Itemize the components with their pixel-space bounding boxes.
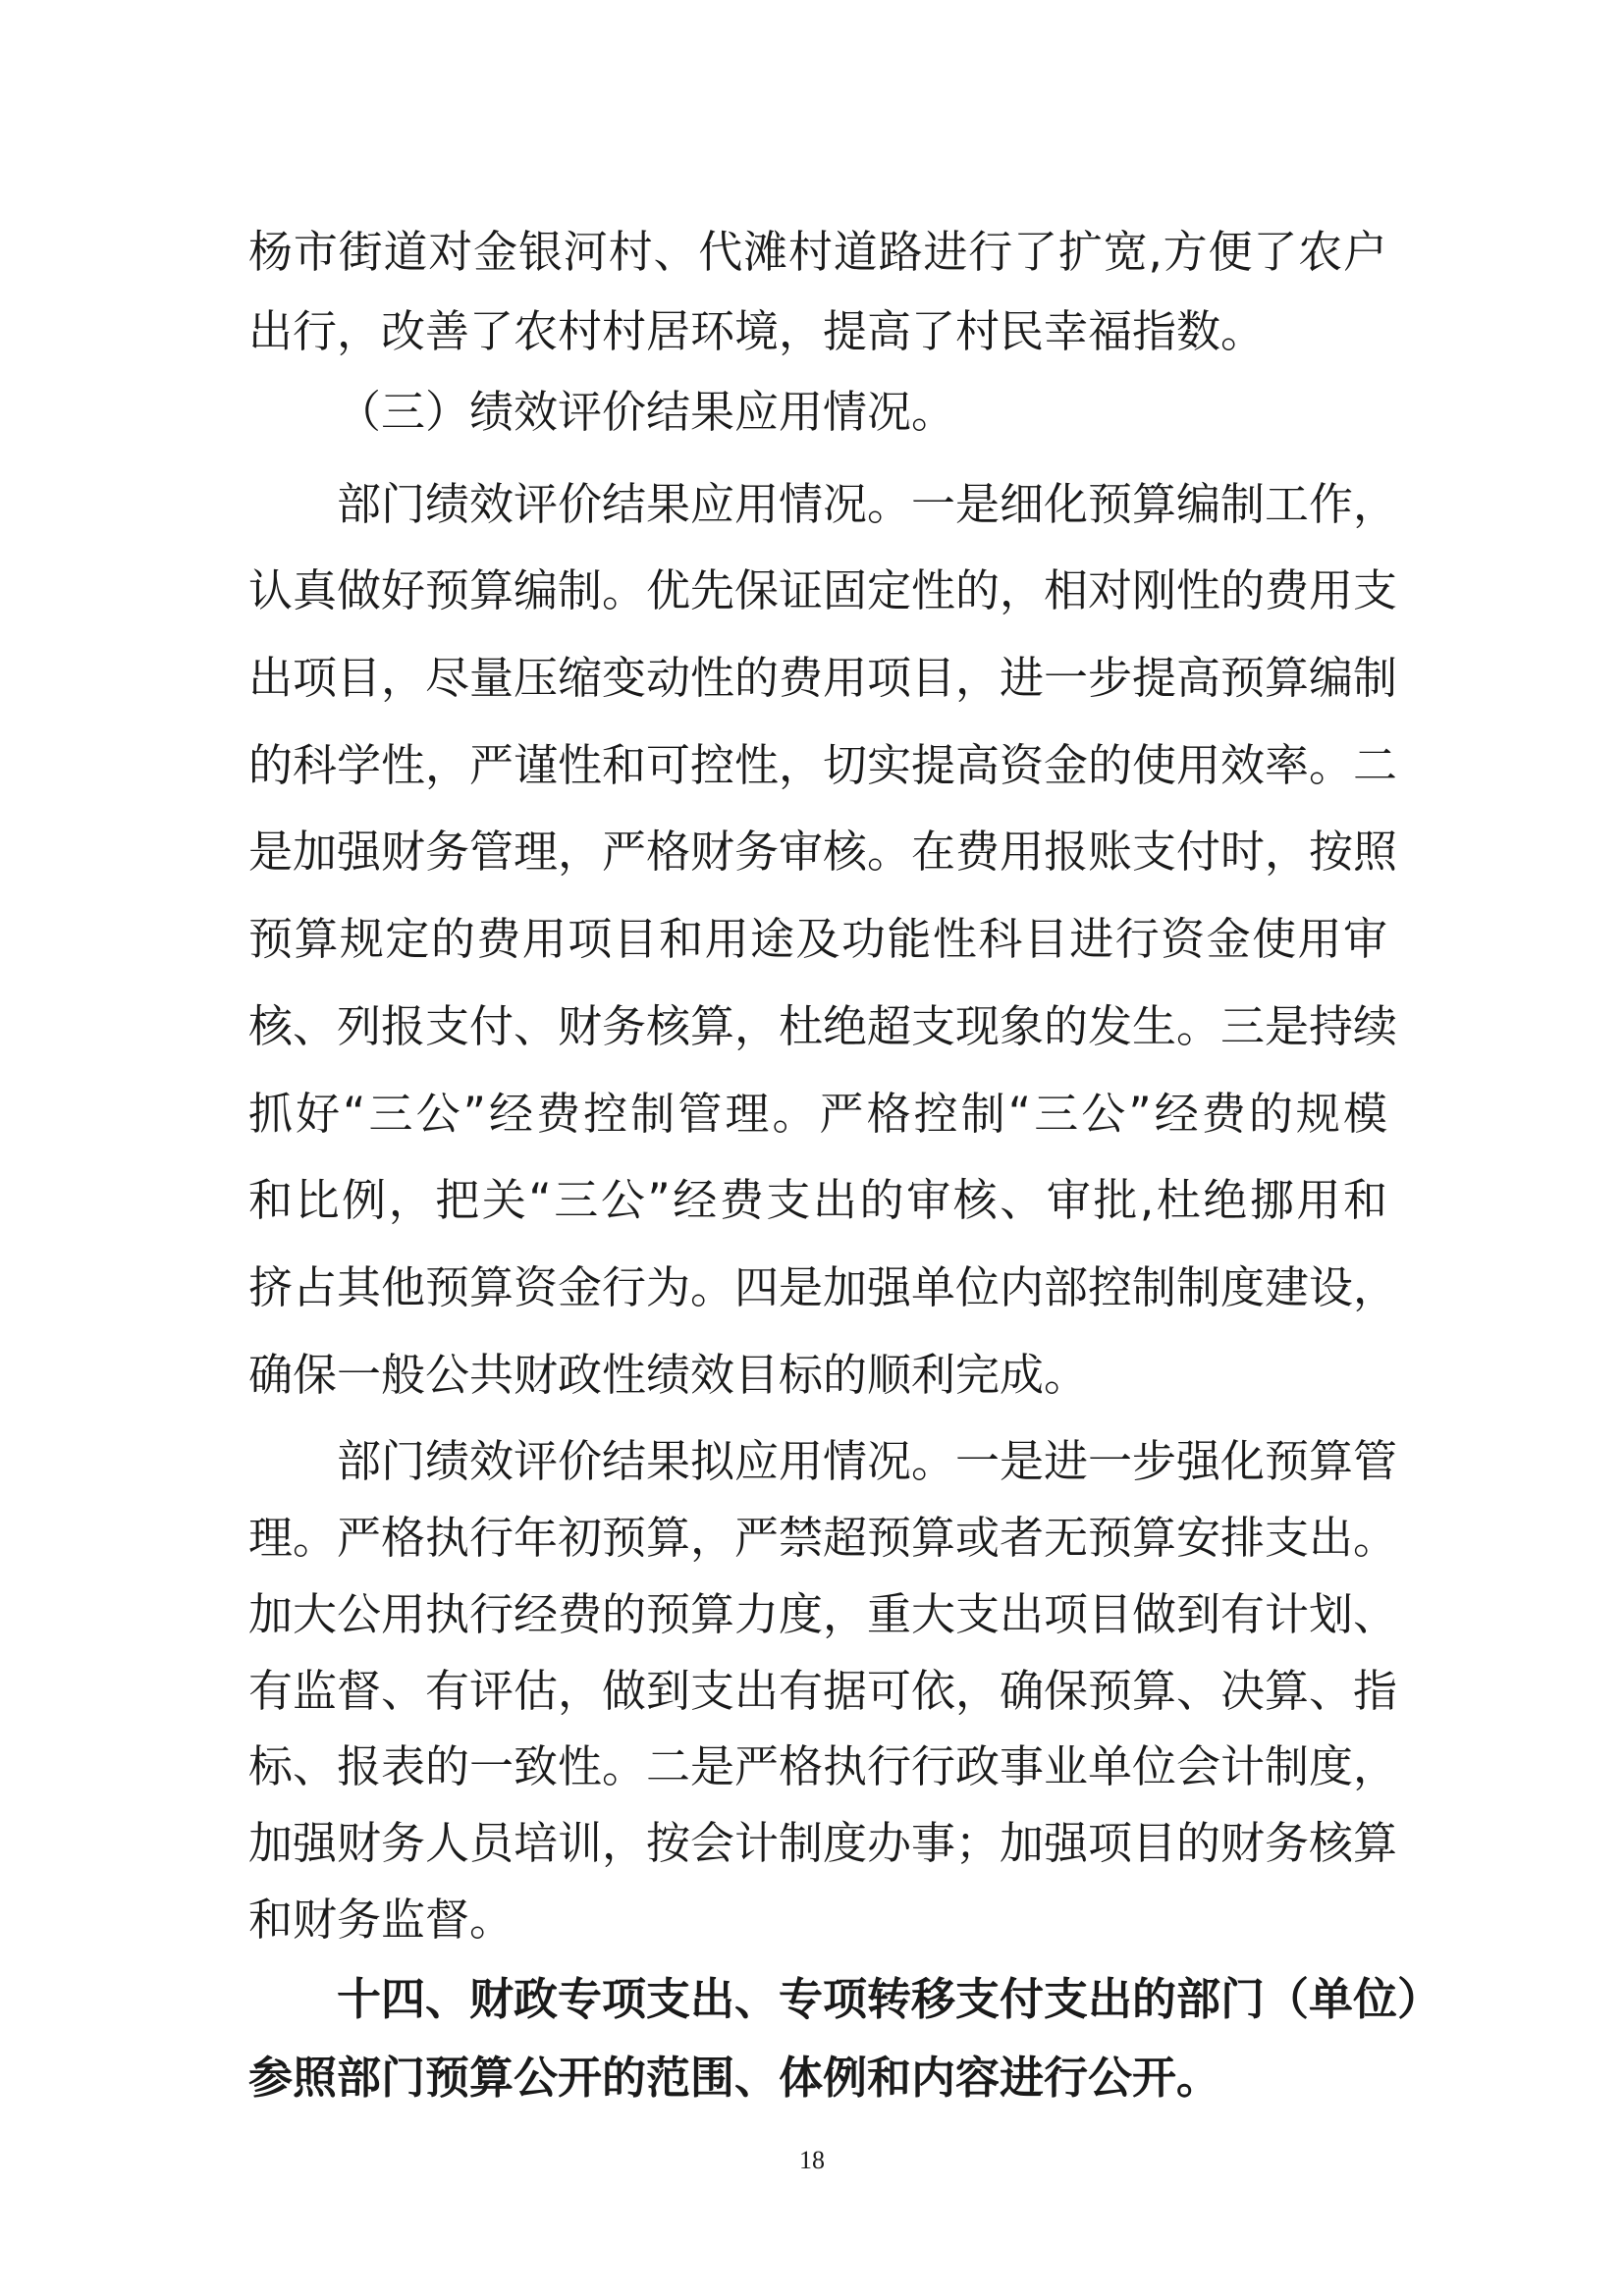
text-line: 标、报表的一致性。二是严格执行行政事业单位会计制度， [248, 1740, 1398, 1792]
section-heading: 十四、财政专项支出、专项转移支付支出的部门（单位） [337, 1973, 1442, 2025]
text-line: 杨市街道对金银河村、代滩村道路进行了扩宽,方便了农户 [248, 226, 1387, 278]
text-line: 认真做好预算编制。优先保证固定性的，相对刚性的费用支 [248, 564, 1398, 616]
text-line: 和比例，把关“三公”经费支出的审核、审批,杜绝挪用和 [248, 1174, 1387, 1226]
text-line: 抓好“三公”经费控制管理。严格控制“三公”经费的规模 [248, 1088, 1387, 1140]
text-line: 理。严格执行年初预算，严禁超预算或者无预算安排支出。 [248, 1512, 1398, 1564]
text-line: 核、列报支付、财务核算，杜绝超支现象的发生。三是持续 [248, 1000, 1398, 1052]
text-line: 加强财务人员培训，按会计制度办事；加强项目的财务核算 [248, 1817, 1398, 1869]
text-line: 的科学性，严谨性和可控性，切实提高资金的使用效率。二 [248, 739, 1398, 791]
text-line: 出项目，尽量压缩变动性的费用项目，进一步提高预算编制 [248, 652, 1398, 704]
page-number: 18 [799, 2146, 825, 2174]
text-line: 和财务监督。 [248, 1894, 514, 1946]
section-heading: 参照部门预算公开的范围、体例和内容进行公开。 [248, 2052, 1221, 2104]
text-line: 部门绩效评价结果拟应用情况。一是进一步强化预算管 [337, 1435, 1398, 1487]
text-line: 加大公用执行经费的预算力度，重大支出项目做到有计划、 [248, 1588, 1398, 1640]
text-line: 确保一般公共财政性绩效目标的顺利完成。 [248, 1349, 1089, 1401]
text-line: 出行，改善了农村村居环境，提高了村民幸福指数。 [248, 305, 1266, 357]
section-heading: （三）绩效评价结果应用情况。 [337, 386, 956, 438]
text-line: 预算规定的费用项目和用途及功能性科目进行资金使用审 [248, 913, 1387, 965]
text-line: 是加强财务管理，严格财务审核。在费用报账支付时，按照 [248, 826, 1398, 878]
text-line: 挤占其他预算资金行为。四是加强单位内部控制制度建设， [248, 1261, 1398, 1313]
text-line: 部门绩效评价结果应用情况。一是细化预算编制工作， [337, 478, 1398, 530]
text-line: 有监督、有评估，做到支出有据可依，确保预算、决算、指 [248, 1665, 1398, 1717]
